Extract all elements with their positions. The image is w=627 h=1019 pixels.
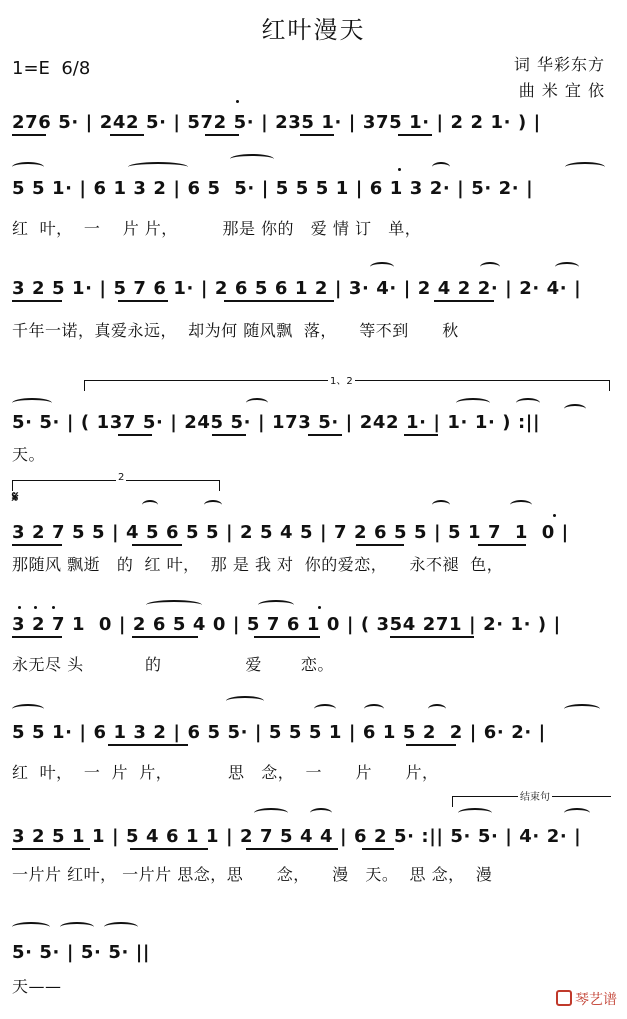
beam-line xyxy=(212,434,246,436)
tie-arc xyxy=(12,398,52,408)
tie-arc xyxy=(12,922,50,932)
notation-line-1: 276 5· | 242 5· | 572 5· | 235 1· | 375 1· | 2 2 1· ) | xyxy=(12,112,541,133)
composer-credit: 曲 米 宜 依 xyxy=(518,81,605,100)
beam-line xyxy=(224,300,334,302)
beam-line xyxy=(118,434,152,436)
beam-line xyxy=(12,134,46,136)
beam-line xyxy=(404,434,438,436)
tie-arc xyxy=(258,600,294,610)
lyricist-credit: 词 华彩东方 xyxy=(513,55,605,74)
tie-arc xyxy=(480,262,500,272)
beam-line xyxy=(110,134,144,136)
tie-arc xyxy=(510,500,532,510)
notation-line-4: 5· 5· | ( 137 5· | 245 5· | 173 5· | 242 1· | 1· 1· ) :|| xyxy=(12,412,541,433)
octave-dot xyxy=(236,100,239,103)
tie-arc xyxy=(310,808,332,818)
volta-label-2: 2 xyxy=(118,472,125,483)
song-title: 红叶漫天 xyxy=(261,16,366,44)
beam-line xyxy=(246,848,338,850)
tie-arc xyxy=(146,600,202,610)
notation-line-9: 5· 5· | 5· 5· || xyxy=(12,942,151,963)
octave-dot xyxy=(553,514,556,517)
tie-arc xyxy=(104,922,138,932)
lyrics-line-4: 天。 xyxy=(12,445,46,464)
beam-line xyxy=(390,636,474,638)
beam-line xyxy=(118,300,168,302)
tie-arc xyxy=(458,808,492,818)
volta-label-1-2: 1、2 xyxy=(328,372,355,387)
beam-line xyxy=(132,636,198,638)
tie-arc xyxy=(555,262,579,272)
beam-line xyxy=(434,300,494,302)
lyrics-line-8: 一片片 红叶， 一片片 思念，思 念， 漫 天。 思 念， 漫 xyxy=(12,865,493,884)
tie-arc xyxy=(428,704,446,714)
tie-arc xyxy=(516,398,540,408)
tie-arc xyxy=(60,922,94,932)
beam-line xyxy=(205,134,239,136)
tie-arc xyxy=(564,704,600,714)
notation-line-7: 5 5 1· | 6 1 3 2 | 6 5 5· | 5 5 5 1 | 6 1 5 2 2 | 6· 2· | xyxy=(12,722,546,743)
ending-label: 结束句 xyxy=(518,788,552,803)
notation-line-5: 3 2 7 5 5 | 4 5 6 5 5 | 2 5 4 5 | 7 2 6 5 5 | 5 1 7 1 0 | xyxy=(12,522,569,543)
octave-dot xyxy=(34,606,37,609)
beam-line xyxy=(356,544,404,546)
beam-line xyxy=(300,134,334,136)
tie-arc xyxy=(128,162,188,172)
key-signature: 1=E 6/8 xyxy=(12,58,91,79)
tie-arc xyxy=(456,398,490,408)
octave-dot xyxy=(398,168,401,171)
tie-arc xyxy=(370,262,394,272)
beam-line xyxy=(12,544,62,546)
beam-line xyxy=(362,848,394,850)
beam-line xyxy=(130,848,208,850)
notation-line-6: 3 2 7 1 0 | 2 6 5 4 0 | 5 7 6 1 0 | ( 354 271 | 2· 1· ) | xyxy=(12,614,561,635)
beam-line xyxy=(308,434,342,436)
beam-line xyxy=(132,544,182,546)
beam-line xyxy=(254,636,320,638)
lyrics-line-2: 红 叶， 一 片 片， 那是 你的 爱 情 订 单， xyxy=(12,219,422,238)
tie-arc xyxy=(12,162,44,172)
octave-dot xyxy=(318,606,321,609)
lyrics-line-6: 永无尽 头 的 爱 恋。 xyxy=(12,655,334,674)
beam-line xyxy=(12,848,90,850)
beam-line xyxy=(406,744,456,746)
watermark-text: 琴艺谱 xyxy=(575,992,617,1008)
lyrics-line-5: 那随风 飘逝 的 红 叶， 那 是 我 对 你的爱恋， 永不褪 色， xyxy=(12,555,504,574)
lyrics-line-3: 千年一诺，真爱永远， 却为何 随风飘 落， 等不到 秋 xyxy=(12,321,459,340)
tie-arc xyxy=(364,704,384,714)
tie-arc xyxy=(142,500,158,510)
tie-arc xyxy=(432,500,450,510)
segno-sign: 𝄋 xyxy=(12,488,19,506)
beam-line xyxy=(478,544,526,546)
octave-dot xyxy=(18,606,21,609)
octave-dot xyxy=(52,606,55,609)
notation-line-2: 5 5 1· | 6 1 3 2 | 6 5 5· | 5 5 5 1 | 6 1 3 2· | 5· 2· | xyxy=(12,178,534,199)
logo-icon xyxy=(556,990,572,1006)
beam-line xyxy=(12,300,62,302)
tie-arc xyxy=(204,500,222,510)
tie-arc xyxy=(254,808,288,818)
tie-arc xyxy=(226,696,264,706)
tie-arc xyxy=(564,404,586,414)
tie-arc xyxy=(564,808,590,818)
tie-arc xyxy=(12,704,44,714)
lyrics-line-7: 红 叶， 一 片 片， 思 念， 一 片 片， xyxy=(12,763,439,782)
tie-arc xyxy=(230,154,274,164)
beam-line xyxy=(12,636,62,638)
tie-arc xyxy=(246,398,268,408)
lyrics-line-9: 天—— xyxy=(12,977,62,996)
watermark-logo xyxy=(547,973,617,1009)
notation-line-3: 3 2 5 1· | 5 7 6 1· | 2 6 5 6 1 2 | 3· 4· | 2 4 2 2· | 2· 4· | xyxy=(12,278,582,299)
beam-line xyxy=(398,134,432,136)
beam-line xyxy=(108,744,188,746)
tie-arc xyxy=(432,162,450,172)
notation-line-8: 3 2 5 1 1 | 5 4 6 1 1 | 2 7 5 4 4 | 6 2 5· :|| 5· 5· | 4· 2· | xyxy=(12,826,582,847)
tie-arc xyxy=(314,704,336,714)
tie-arc xyxy=(565,162,605,172)
